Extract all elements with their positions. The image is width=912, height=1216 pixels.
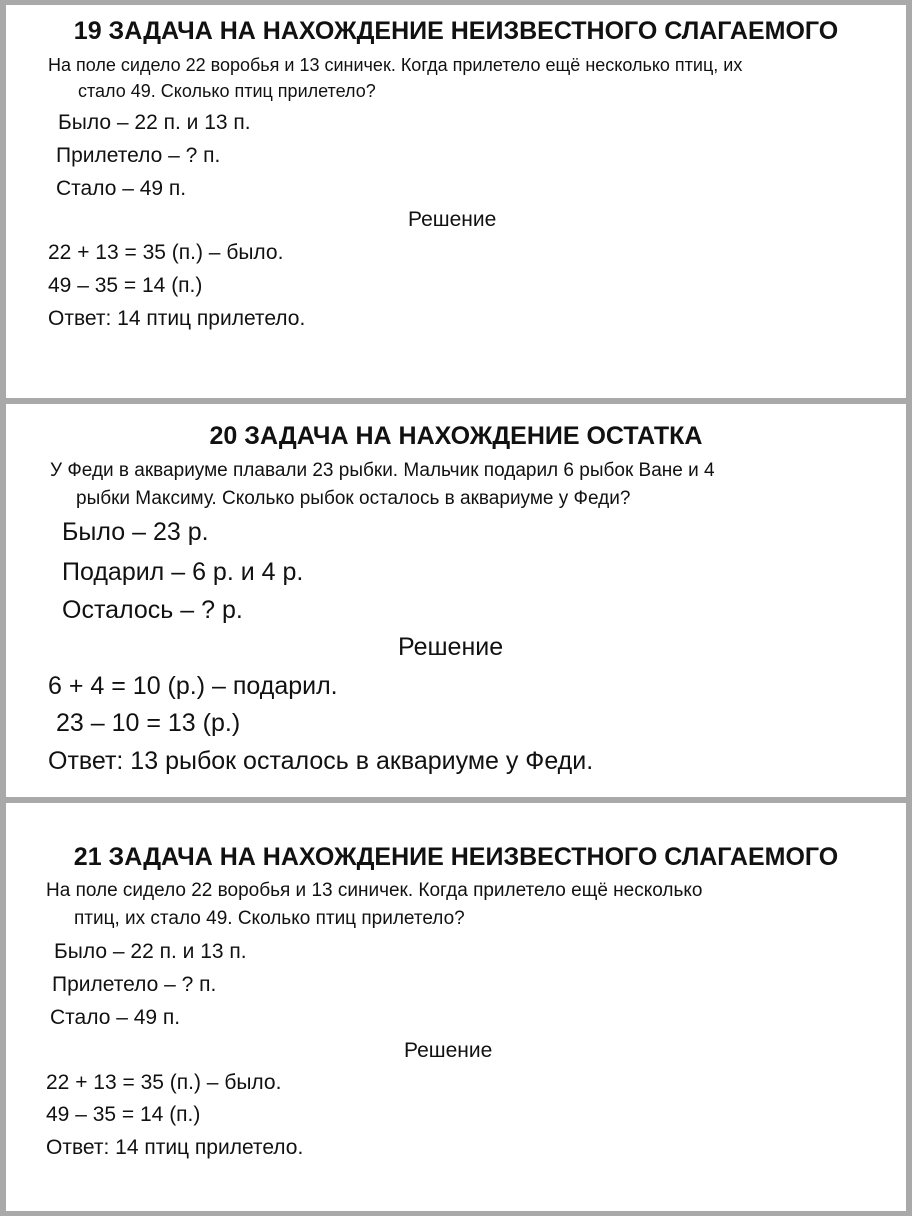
answer-line: Ответ: 14 птиц прилетело. [48,307,306,330]
task-condition-line: На поле сидело 22 воробья и 13 синичек. Когда прилетело ещё несколько [46,880,703,901]
solution-line: 49 – 35 = 14 (п.) [46,1103,201,1126]
solution-line: 6 + 4 = 10 (р.) – подарил. [48,672,338,700]
task-card-19 [6,5,906,398]
answer-line: Ответ: 14 птиц прилетело. [46,1136,304,1159]
solution-line: 22 + 13 = 35 (п.) – было. [48,241,284,264]
task-card-21 [6,803,906,1211]
task-title: 19 ЗАДАЧА НА НАХОЖДЕНИЕ НЕИЗВЕСТНОГО СЛАГАЕМОГО [73,17,839,45]
given-line: Стало – 49 п. [56,177,187,200]
given-line: Стало – 49 п. [50,1006,181,1029]
task-condition-line: У Феди в аквариуме плавали 23 рыбки. Мальчик подарил 6 рыбок Ване и 4 [50,460,715,481]
task-condition-line: рыбки Максиму. Сколько рыбок осталось в аквариуме у Феди? [76,488,631,509]
task-title: 21 ЗАДАЧА НА НАХОЖДЕНИЕ НЕИЗВЕСТНОГО СЛАГАЕМОГО [73,843,839,871]
given-line: Было – 23 р. [62,518,209,546]
answer-line: Ответ: 13 рыбок осталось в аквариуме у Феди. [48,747,594,775]
task-condition-line: На поле сидело 22 воробья и 13 синичек. Когда прилетело ещё несколько птиц, их [48,55,743,75]
solution-line: 22 + 13 = 35 (п.) – было. [46,1071,282,1094]
task-title: 20 ЗАДАЧА НА НАХОЖДЕНИЕ ОСТАТКА [209,422,703,450]
solution-heading: Решение [404,1039,493,1062]
solution-heading: Решение [398,633,504,661]
given-line: Прилетело – ? п. [56,144,221,167]
given-line: Было – 22 п. и 13 п. [54,940,247,963]
task-condition-line: птиц, их стало 49. Сколько птиц прилетело? [74,908,465,929]
solution-heading: Решение [408,208,497,231]
given-line: Прилетело – ? п. [52,973,217,996]
task-card-20 [6,404,906,797]
given-line: Подарил – 6 р. и 4 р. [62,558,304,586]
given-line: Осталось – ? р. [62,596,243,624]
given-line: Было – 22 п. и 13 п. [58,111,251,134]
task-condition-line: стало 49. Сколько птиц прилетело? [78,81,376,101]
solution-line: 23 – 10 = 13 (р.) [56,709,241,737]
solution-line: 49 – 35 = 14 (п.) [48,274,203,297]
